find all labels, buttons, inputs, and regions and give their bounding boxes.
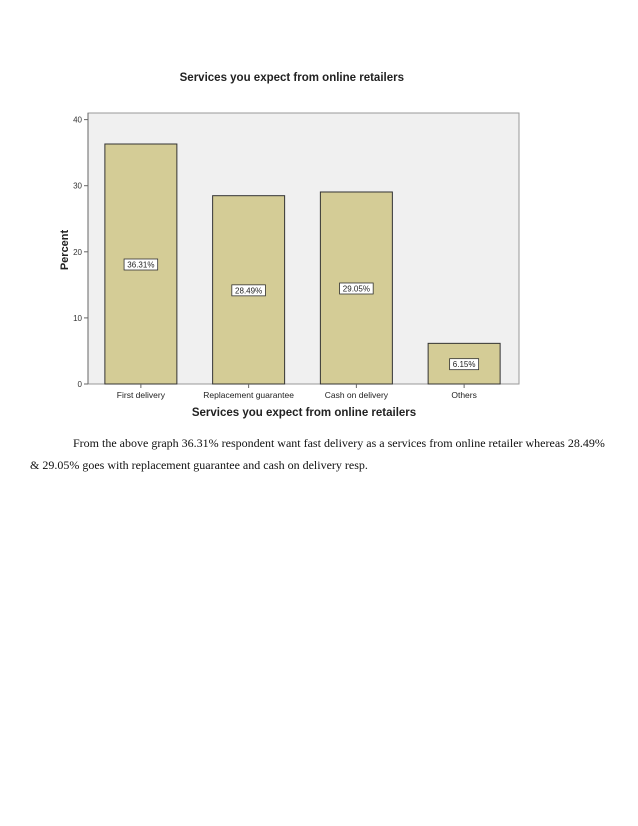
- x-axis: [117, 384, 477, 400]
- data-label: 6.15%: [452, 360, 476, 370]
- y-axis-label: Percent: [59, 229, 71, 271]
- y-tick-label: 30: [73, 181, 82, 191]
- x-tick-label: Replacement guarantee: [203, 390, 294, 400]
- x-tick-label: Others: [451, 390, 477, 400]
- caption-paragraph: From the above graph 36.31% respondent want fast delivery as a services from online retailer whereas 28.49% & 29.05% goes with replacement guarantee and cash on delivery resp.: [30, 436, 605, 472]
- y-axis: [73, 113, 88, 389]
- x-tick-label: Cash on delivery: [324, 390, 389, 400]
- y-tick-label: 40: [73, 115, 82, 125]
- data-label: 36.31%: [127, 260, 155, 270]
- x-tick-label: First delivery: [116, 390, 165, 400]
- y-tick-label: 20: [73, 247, 82, 257]
- y-tick-label: 0: [77, 380, 82, 389]
- x-axis-label: Services you expect from online retailers: [191, 407, 417, 419]
- data-label: 29.05%: [342, 284, 370, 294]
- y-tick-label: 10: [73, 313, 82, 323]
- data-label: 28.49%: [235, 286, 263, 296]
- chart-title-text: Services you expect from online retailers: [179, 72, 404, 84]
